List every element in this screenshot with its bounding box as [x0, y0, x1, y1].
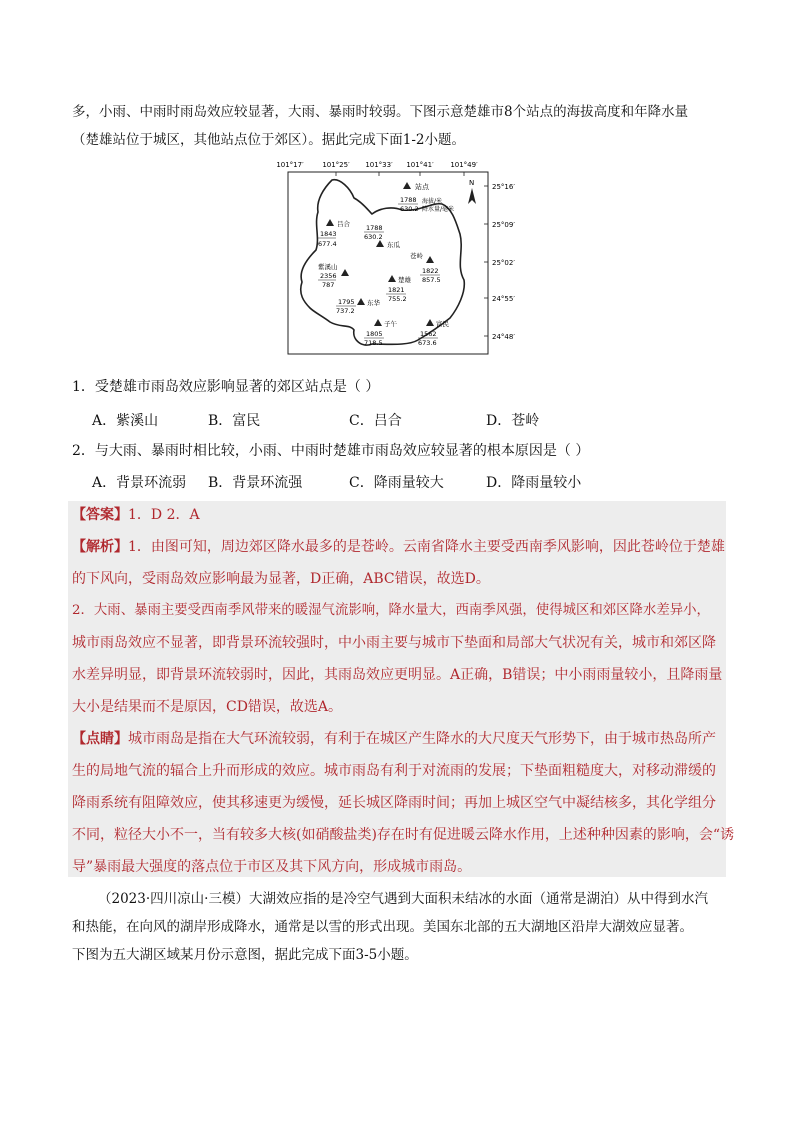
- note-line: 降雨系统有阻障效应，使其移速更为缓慢，延长城区降雨时间；再加上城区空气中凝结核多，其化学组分: [72, 795, 716, 811]
- svg-text:东瓜: 东瓜: [387, 241, 400, 249]
- svg-text:677.4: 677.4: [318, 240, 337, 248]
- station-donggua: [364, 224, 401, 249]
- analysis-line: 大小是结果而不是原因，CD错误，故选A。: [72, 699, 343, 715]
- svg-text:楚雄: 楚雄: [398, 276, 411, 284]
- svg-text:737.2: 737.2: [336, 307, 355, 315]
- next-line: （2023·四川凉山·三模）大湖效应指的是冷空气遇到大面积未结冰的水面（通常是湖泊）从中得到水汽: [98, 891, 708, 907]
- question-2-stem: 2．与大雨、暴雨时相比较，小雨、中雨时楚雄市雨岛效应较显著的根本原因是（ ）: [72, 443, 590, 459]
- lat-label: 24°55′: [492, 295, 515, 303]
- intro-line: （楚雄站位于城区，其他站点位于郊区）。据此完成下面1-2小题。: [72, 132, 465, 148]
- station-chuxiong: [386, 275, 412, 303]
- q2-option-c[interactable]: C．降雨量较大: [349, 475, 444, 491]
- analysis-line: 的下风向，受雨岛效应影响最为显著，D正确，ABC错误，故选D。: [72, 571, 490, 587]
- note-line: 【点睛】城市雨岛是指在大气环流较弱，有利于在城区产生降水的大尺度天气形势下，由于城市热岛所产: [72, 731, 716, 747]
- station-cangling: [410, 251, 441, 284]
- q1-option-b[interactable]: B．富民: [208, 413, 261, 429]
- svg-text:1821: 1821: [388, 286, 405, 294]
- lon-label: 101°25′: [322, 161, 350, 169]
- station-donghua: [336, 298, 381, 315]
- note-line: 不同，粒径大小不一，当有较多大核(如硝酸盐类)存在时有促进暖云降水作用，上述种种因素的影响，会“诱: [72, 827, 735, 843]
- svg-text:东华: 东华: [367, 299, 380, 307]
- svg-text:子午: 子午: [384, 320, 397, 328]
- q2-option-d[interactable]: D．降雨量较小: [486, 475, 582, 491]
- lon-label: 101°17′: [276, 161, 304, 169]
- next-line: 下图为五大湖区域某月份示意图，据此完成下面3-5小题。: [72, 947, 418, 963]
- station-map: [270, 158, 522, 358]
- next-passage: [72, 885, 722, 969]
- q1-option-a[interactable]: A．紫溪山: [92, 413, 159, 429]
- station-fumin: [418, 319, 450, 347]
- svg-text:755.2: 755.2: [388, 295, 407, 303]
- svg-text:N: N: [469, 179, 475, 187]
- svg-text:1843: 1843: [320, 230, 337, 238]
- answer-tag: 【答案】: [72, 507, 128, 523]
- svg-text:630.2: 630.2: [364, 233, 383, 241]
- intro-line: 多，小雨、中雨时雨岛效应较显著，大雨、暴雨时较弱。下图示意楚雄市8个站点的海拔高度和年降水量: [72, 104, 689, 120]
- svg-text:富民: 富民: [436, 320, 449, 328]
- svg-text:1822: 1822: [422, 267, 439, 275]
- q1-option-c[interactable]: C．吕合: [349, 413, 402, 429]
- map-svg: [270, 158, 522, 358]
- station-zixishan: [318, 262, 349, 289]
- map-legend: [398, 182, 454, 213]
- svg-text:787: 787: [322, 281, 335, 289]
- answer-line: [72, 505, 200, 525]
- analysis-line: 【解析】1．由图可知，周边郊区降水最多的是苍岭。云南省降水主要受西南季风影响，因此苍岭位于楚雄: [72, 539, 725, 555]
- svg-text:857.5: 857.5: [422, 276, 441, 284]
- svg-text:紫溪山: 紫溪山: [318, 263, 338, 271]
- lat-label: 24°48′: [492, 333, 515, 341]
- svg-text:2356: 2356: [320, 272, 337, 280]
- analysis-line: 水差异明显，即背景环流较弱时，因此，其雨岛效应更明显。A正确，B错误；中小雨雨量较小，且降雨量: [72, 667, 723, 683]
- lat-label: 25°09′: [492, 221, 515, 229]
- legend-elev-label: 海拔/米: [422, 198, 443, 205]
- lon-label: 101°33′: [365, 161, 393, 169]
- svg-text:673.6: 673.6: [418, 339, 437, 347]
- svg-text:1795: 1795: [338, 298, 355, 306]
- analysis-line: 2．大雨、暴雨主要受西南季风带来的暖湿气流影响，降水量大，西南季风强，使得城区和郊区降水差异小，: [72, 603, 710, 618]
- station-luhe: [318, 219, 351, 248]
- q2-option-a[interactable]: A．背景环流弱: [92, 475, 187, 491]
- lat-label: 25°16′: [492, 183, 515, 191]
- note-line: 导”暴雨最大强度的落点位于市区及其下风方向，形成城市雨岛。: [72, 859, 472, 875]
- legend-symbol-label: 站点: [415, 183, 429, 191]
- q1-option-d[interactable]: D．苍岭: [486, 413, 540, 429]
- intro-paragraph: [72, 98, 722, 154]
- answer-box: [68, 501, 726, 877]
- legend-rain: 630.2: [400, 205, 419, 213]
- note-line: 生的局地气流的辐合上升而形成的效应。城市雨岛有利于对流雨的发展；下垫面粗糙度大，对移动滞缓的: [72, 763, 716, 779]
- station-ziwu: [364, 319, 398, 347]
- analysis-line: 城市雨岛效应不显著，即背景环流较强时，中小雨主要与城市下垫面和局部大气状况有关，城市和郊区降: [72, 635, 716, 651]
- note-tag: 【点睛】: [72, 731, 128, 747]
- q2-option-b[interactable]: B．背景环流强: [208, 475, 303, 491]
- analysis-tag: 【解析】: [72, 539, 128, 555]
- north-arrow: [468, 179, 476, 204]
- lon-label: 101°41′: [406, 161, 434, 169]
- svg-text:吕合: 吕合: [337, 220, 350, 228]
- next-line: 和热能，在向风的湖岸形成降水，通常是以雪的形式出现。美国东北部的五大湖地区沿岸大湖效应显著。: [72, 919, 693, 935]
- svg-text:1805: 1805: [366, 330, 383, 338]
- svg-text:718.5: 718.5: [364, 339, 383, 347]
- lat-label: 25°02′: [492, 259, 515, 267]
- svg-text:苍岭: 苍岭: [410, 252, 423, 260]
- svg-text:1562: 1562: [420, 330, 437, 338]
- answer-text: 1．D 2．A: [128, 507, 200, 523]
- svg-text:1788: 1788: [366, 224, 383, 232]
- legend-elev: 1788: [400, 196, 417, 204]
- question-1-stem: 1．受楚雄市雨岛效应影响显著的郊区站点是（ ）: [72, 379, 380, 395]
- station-icon: [403, 182, 411, 189]
- legend-rain-label: 降水量/毫米: [422, 206, 455, 213]
- lon-label: 101°49′: [450, 161, 478, 169]
